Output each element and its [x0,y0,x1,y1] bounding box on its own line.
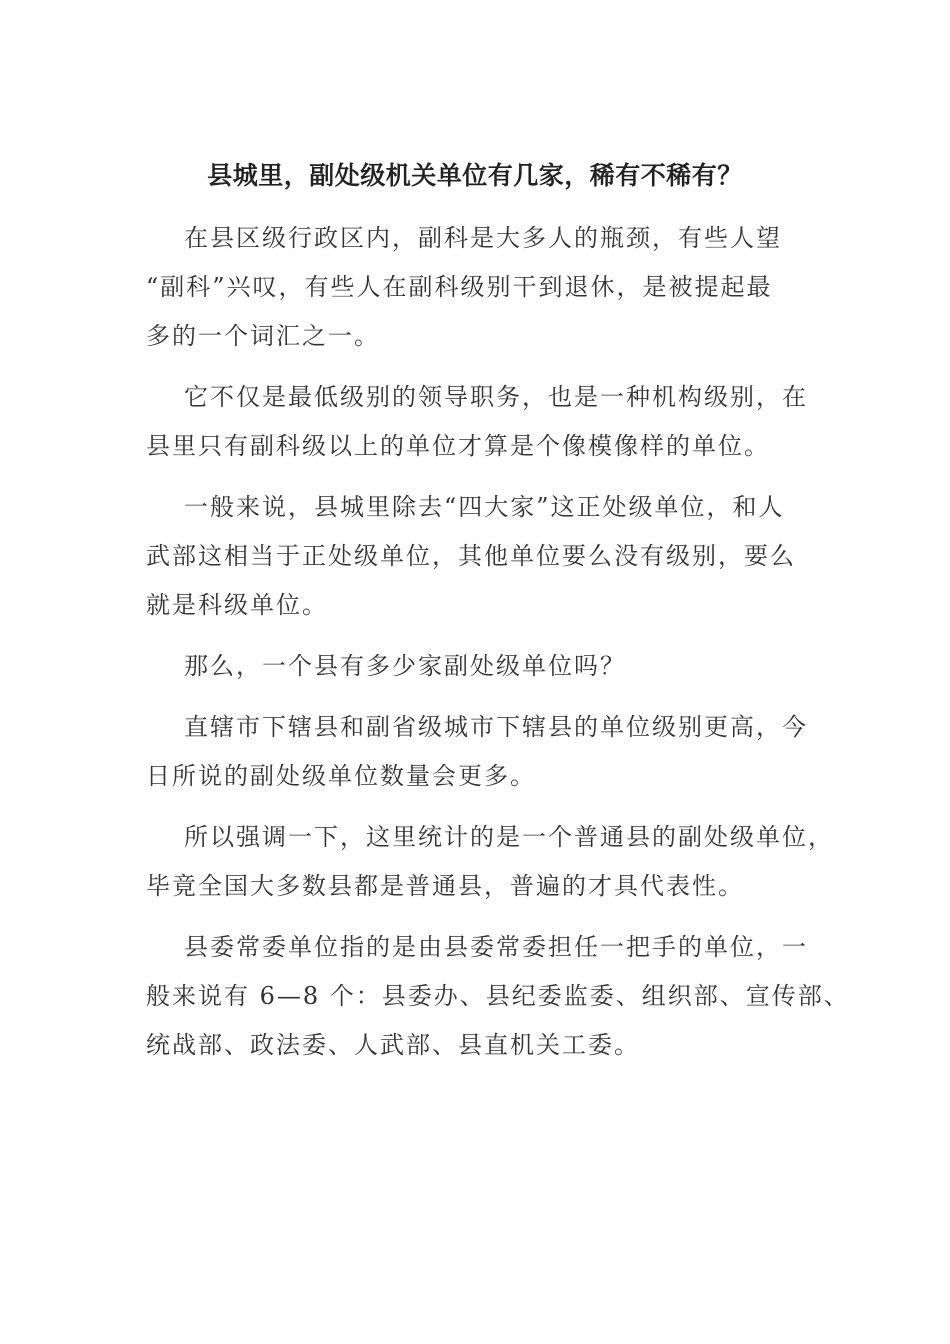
paragraph-line: 县里只有副科级以上的单位才算是个像模像样的单位。 [146,432,770,460]
paragraph-line: 直辖市下辖县和副省级城市下辖县的单位级别更高，今 [184,713,808,741]
paragraph-6 [146,813,834,911]
document-title: 县城里，副处级机关单位有几家，稀有不稀有？ [207,161,743,190]
paragraph-5 [146,703,808,801]
paragraph-line: 那么，一个县有多少家副处级单位吗？ [184,652,626,680]
paragraph-line: 一般来说，县城里除去“四大家”这正处级单位，和人 [184,493,785,521]
paragraph-line: 般来说有 6—8 个：县委办、县纪委监委、组织部、宣传部、 [146,982,850,1010]
paragraph-7 [146,923,850,1070]
paragraph-3 [146,483,808,630]
paragraph-1 [146,214,808,361]
paragraph-line: “副科”兴叹，有些人在副科级别干到退休，是被提起最 [146,273,773,301]
document-body [146,214,850,1082]
paragraph-line: 就是科级单位。 [146,591,328,619]
paragraph-line: 武部这相当于正处级单位，其他单位要么没有级别，要么 [146,542,796,570]
paragraph-4 [146,642,808,691]
paragraph-line: 县委常委单位指的是由县委常委担任一把手的单位，一 [184,933,808,961]
paragraph-line: 多的一个词汇之一。 [146,322,380,350]
paragraph-line: 所以强调一下，这里统计的是一个普通县的副处级单位， [184,823,834,851]
paragraph-line: 日所说的副处级单位数量会更多。 [146,762,536,790]
paragraph-line: 统战部、政法委、人武部、县直机关工委。 [146,1031,640,1059]
paragraph-line: 在县区级行政区内，副科是大多人的瓶颈，有些人望 [184,224,782,252]
paragraph-2 [146,373,808,471]
paragraph-line: 它不仅是最低级别的领导职务，也是一种机构级别，在 [184,383,808,411]
paragraph-line: 毕竟全国大多数县都是普通县，普遍的才具代表性。 [146,872,744,900]
